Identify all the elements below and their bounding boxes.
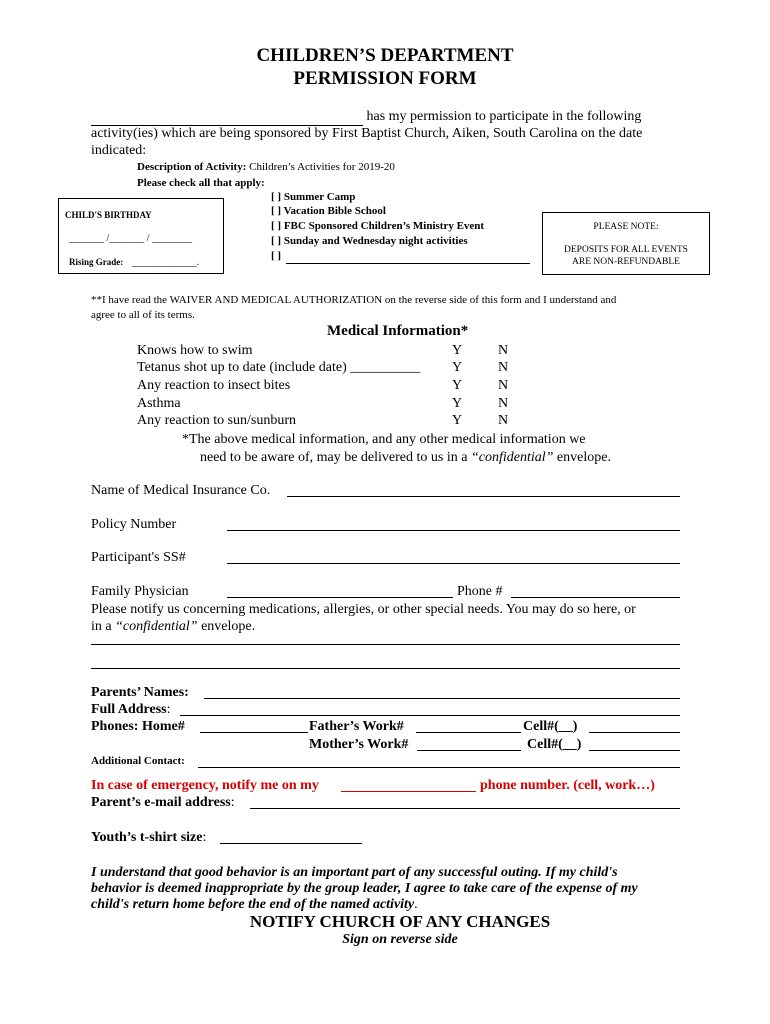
waiver-line-1: **I have read the WAIVER AND MEDICAL AUTHORIZATION on the reverse side of this form and I understand and <box>91 294 617 306</box>
medical-q-swim: Knows how to swim <box>137 343 253 358</box>
participant-name-line[interactable] <box>91 108 363 126</box>
cell2-label: Cell#(__) <box>527 737 582 752</box>
page-title: CHILDREN’S DEPARTMENT <box>256 45 514 66</box>
additional-contact-line[interactable] <box>198 767 680 768</box>
page-subtitle: PERMISSION FORM <box>293 68 477 89</box>
medical-no-swim[interactable]: N <box>498 343 509 358</box>
medical-footnote-2: need to be aware of, may be delivered to us in a “confidential” envelope. <box>200 450 611 465</box>
medical-no-tetanus[interactable]: N <box>498 360 509 375</box>
intro-line-2: activity(ies) which are being sponsored by First Baptist Church, Aiken, South Carolina on the date <box>91 126 643 141</box>
phone-label: Phone # <box>457 584 503 599</box>
policy-input-line[interactable] <box>227 530 680 531</box>
address-label: Full Address: <box>91 702 171 717</box>
note-box-line-2: ARE NON-REFUNDABLE <box>572 257 680 267</box>
home-phone-line[interactable] <box>200 732 308 733</box>
insurance-label: Name of Medical Insurance Co. <box>91 483 271 498</box>
medical-no-asthma[interactable]: N <box>498 396 509 411</box>
notify-line-1: Please notify us concerning medications, allergies, or other special needs. You may do so here, or <box>91 602 636 617</box>
intro-line-1 <box>91 108 641 126</box>
additional-contact-label: Additional Contact: <box>91 755 185 767</box>
parents-names-line[interactable] <box>204 698 680 699</box>
check-prompt: Please check all that apply: <box>137 177 265 189</box>
agreement-line-1: I understand that good behavior is an important part of any successful outing. If my child's <box>91 865 618 880</box>
email-label: Parent’s e-mail address: <box>91 795 235 810</box>
option-other-line[interactable] <box>286 250 530 264</box>
physician-label: Family Physician <box>91 584 189 599</box>
mother-work-line[interactable] <box>417 750 521 751</box>
emergency-prefix: In case of emergency, notify me on my <box>91 778 319 793</box>
waiver-line-2: agree to all of its terms. <box>91 309 195 321</box>
notes-line-1[interactable] <box>91 644 680 645</box>
medical-q-insect: Any reaction to insect bites <box>137 378 291 393</box>
option-summer-camp[interactable]: [ ] Summer Camp <box>271 191 356 203</box>
parents-names-label: Parents’ Names: <box>91 685 189 700</box>
medical-footnote-1: *The above medical information, and any other medical information we <box>182 432 586 447</box>
notify-line-2: in a “confidential” envelope. <box>91 619 256 634</box>
physician-input-line[interactable] <box>227 597 453 598</box>
medical-q-asthma: Asthma <box>137 396 181 411</box>
rising-grade: Rising Grade: _____________. <box>69 257 200 268</box>
father-work-label: Father’s Work# <box>309 719 404 734</box>
cell1-label: Cell#(__) <box>523 719 578 734</box>
cell2-line[interactable] <box>589 750 680 751</box>
note-box-title: PLEASE NOTE: <box>593 222 659 232</box>
medical-yes-asthma[interactable]: Y <box>452 396 463 411</box>
tshirt-label: Youth’s t-shirt size: <box>91 830 207 845</box>
emergency-phone-line[interactable] <box>341 791 476 792</box>
agreement-line-3: child's return home before the end of the named activity. <box>91 897 418 912</box>
ss-label: Participant's SS# <box>91 550 186 565</box>
medical-yes-insect[interactable]: Y <box>452 378 463 393</box>
father-work-line[interactable] <box>416 732 521 733</box>
medical-yes-sun[interactable]: Y <box>452 413 463 428</box>
notes-line-2[interactable] <box>91 668 680 669</box>
cell1-line[interactable] <box>589 732 680 733</box>
medical-yes-swim[interactable]: Y <box>452 343 463 358</box>
home-phone-label: Phones: Home# <box>91 719 185 734</box>
phone-input-line[interactable] <box>511 597 680 598</box>
medical-heading: Medical Information* <box>327 323 469 339</box>
medical-q-sun: Any reaction to sun/sunburn <box>137 413 297 428</box>
option-sunday-wednesday[interactable]: [ ] Sunday and Wednesday night activities <box>271 235 468 247</box>
mother-work-label: Mother’s Work# <box>309 737 409 752</box>
birthday-box-title: CHILD'S BIRTHDAY <box>65 210 152 220</box>
option-vbs[interactable]: [ ] Vacation Bible School <box>271 205 386 217</box>
birthday-box <box>58 198 224 274</box>
option-other[interactable]: [ ] <box>271 250 530 264</box>
notify-changes: NOTIFY CHURCH OF ANY CHANGES <box>249 912 551 931</box>
intro-line-3: indicated: <box>91 143 147 158</box>
ss-input-line[interactable] <box>227 563 680 564</box>
note-box-line-1: DEPOSITS FOR ALL EVENTS <box>564 245 688 255</box>
emergency-suffix: phone number. (cell, work…) <box>480 778 655 793</box>
agreement-line-2: behavior is deemed inappropriate by the group leader, I agree to take care of the expense of my <box>91 881 638 896</box>
medical-yes-tetanus[interactable]: Y <box>452 360 463 375</box>
tshirt-line[interactable] <box>220 843 362 844</box>
activity-description: Description of Activity: Children’s Activities for 2019-20 <box>137 161 395 173</box>
insurance-input-line[interactable] <box>287 496 680 497</box>
intro-text: has my permission to participate in the following <box>366 109 642 124</box>
address-line[interactable] <box>180 715 680 716</box>
medical-no-sun[interactable]: N <box>498 413 509 428</box>
note-box <box>542 212 710 275</box>
option-fbc-event[interactable]: [ ] FBC Sponsored Children’s Ministry Event <box>271 220 485 232</box>
email-line[interactable] <box>250 808 680 809</box>
birthday-date-line[interactable]: _______ /_______ / ________ <box>69 233 193 244</box>
medical-no-insect[interactable]: N <box>498 378 509 393</box>
medical-q-tetanus: Tetanus shot up to date (include date) __________ <box>137 360 421 375</box>
policy-label: Policy Number <box>91 517 177 532</box>
sign-reverse: Sign on reverse side <box>342 932 458 947</box>
rising-grade-line[interactable]: _____________. <box>131 257 200 268</box>
